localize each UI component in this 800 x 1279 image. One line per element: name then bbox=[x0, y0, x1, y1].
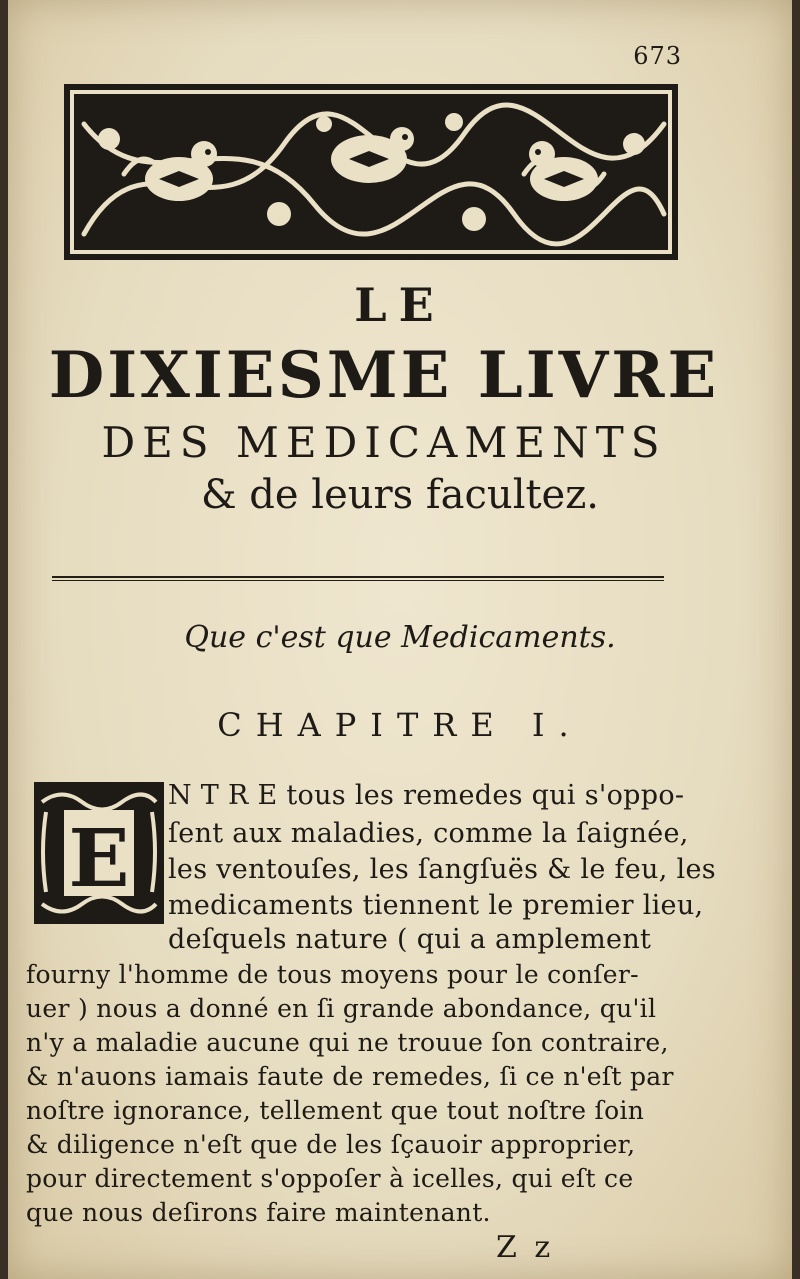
book-subtitle: DES MEDICAMENTS bbox=[101, 418, 667, 467]
signature-mark: Z z bbox=[496, 1230, 555, 1265]
body-line-4: medicaments tiennent le premier lieu, bbox=[168, 890, 704, 921]
title-le: LE bbox=[354, 278, 446, 332]
divider-rule bbox=[52, 576, 664, 581]
page-number: 673 bbox=[633, 42, 682, 70]
body-line-2: ſent aux maladies, comme la ſaignée, bbox=[168, 818, 689, 849]
book-subtitle-line-2: & de leurs facultez. bbox=[200, 472, 600, 518]
body-line-5: deſquels nature ( qui a amplement bbox=[168, 924, 652, 955]
body-line-11: & diligence n'eſt que de les ſçauoir approprier, bbox=[26, 1130, 636, 1159]
book-page bbox=[8, 0, 792, 1279]
book-title: DIXIESME LIVRE bbox=[48, 338, 720, 413]
body-line-9: & n'auons iamais faute de remedes, ſi ce n'eſt par bbox=[26, 1062, 674, 1091]
floral-bird-headpiece-icon bbox=[64, 84, 678, 260]
body-line-6: fourny l'homme de tous moyens pour le conſer- bbox=[26, 960, 639, 989]
dropcap-letter: E bbox=[68, 811, 130, 905]
ornate-initial-e-icon bbox=[34, 782, 164, 924]
body-line-13: que nous deſirons faire maintenant. bbox=[26, 1198, 491, 1227]
chapter-heading: CHAPITRE I. bbox=[217, 706, 583, 744]
body-line-3: les ventouſes, les ſangſuës & le feu, les bbox=[168, 854, 716, 885]
body-line-8: n'y a maladie aucune qui ne trouue ſon contraire, bbox=[26, 1028, 669, 1057]
body-line-1: N T R E tous les remedes qui s'oppo- bbox=[168, 780, 685, 811]
body-line-7: uer ) nous a donné en ſi grande abondance, qu'il bbox=[26, 994, 657, 1023]
section-heading: Que c'est que Medicaments. bbox=[184, 620, 616, 655]
body-line-10: noſtre ignorance, tellement que tout noſtre ſoin bbox=[26, 1096, 645, 1125]
body-line-12: pour directement s'oppoſer à icelles, qui eſt ce bbox=[26, 1164, 634, 1193]
